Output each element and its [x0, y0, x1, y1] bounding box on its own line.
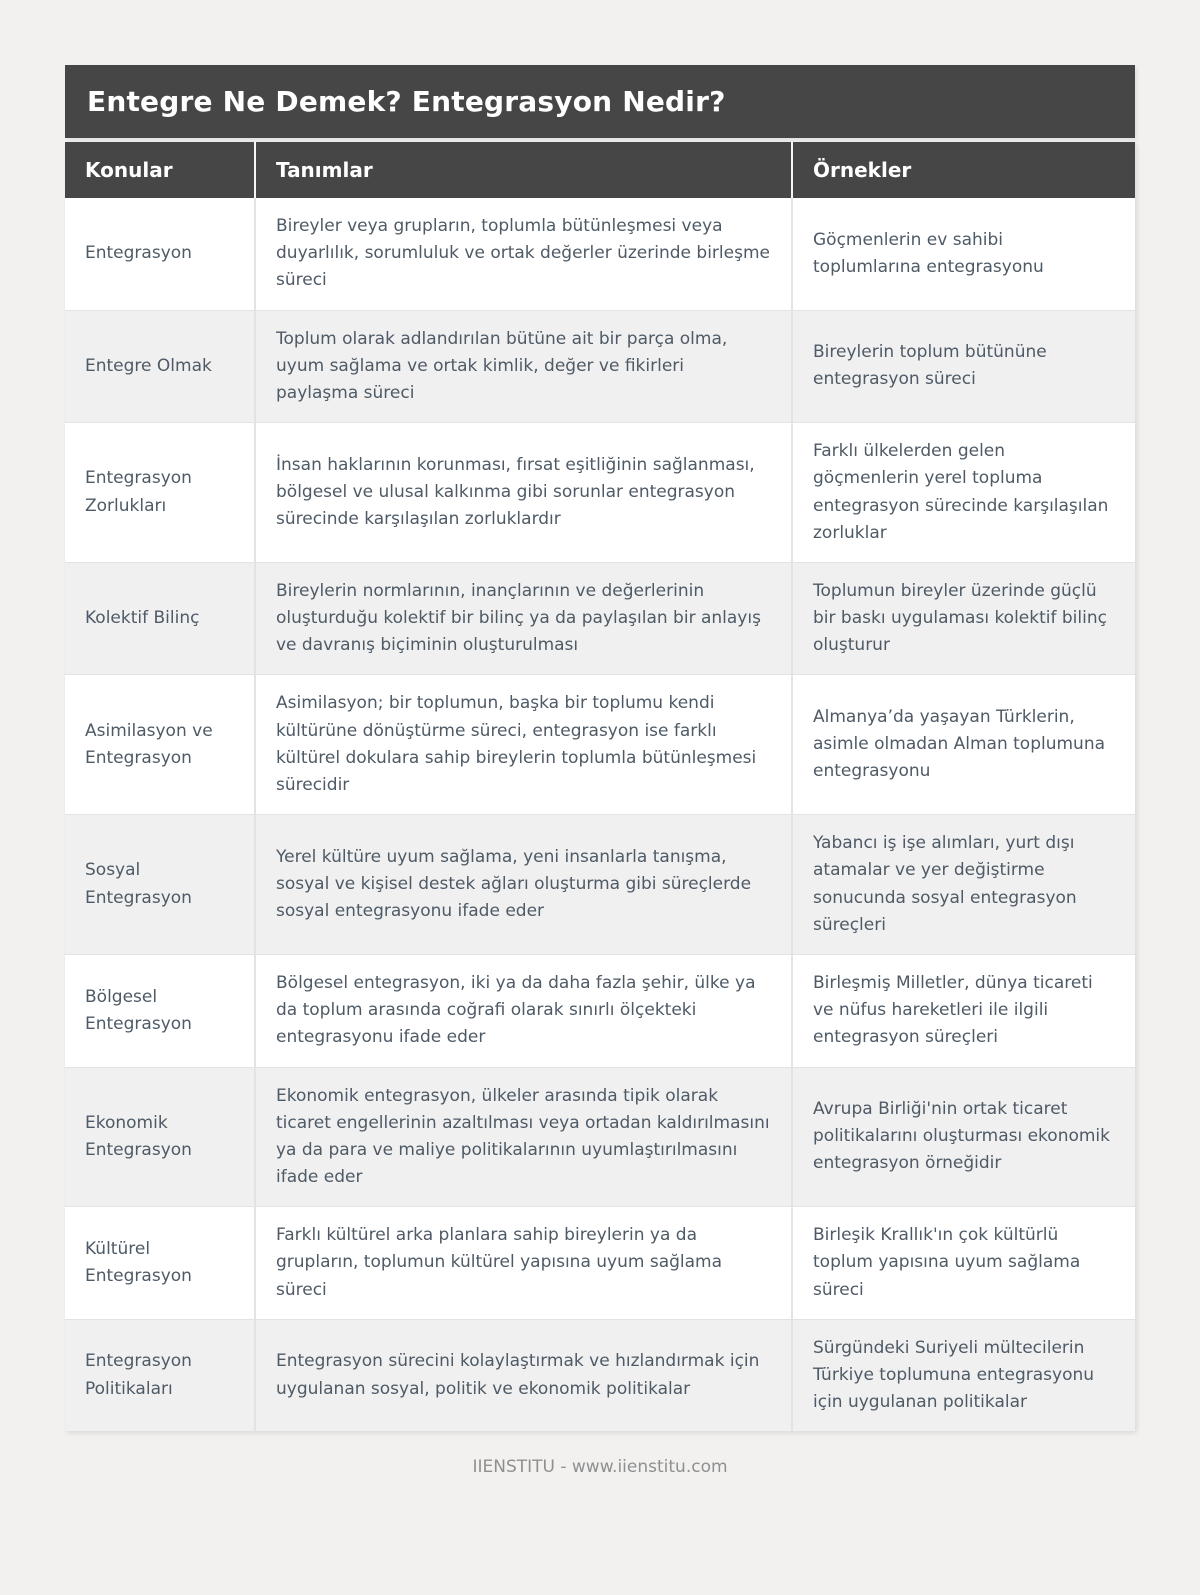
cell-example: Yabancı iş işe alımları, yurt dışı atamalar ve yer değiştirme sonucunda sosyal entegrasyon süreçleri [792, 815, 1135, 955]
cell-example: Birleşik Krallık'ın çok kültürlü toplum yapısına uyum sağlama süreci [792, 1207, 1135, 1320]
cell-definition: Ekonomik entegrasyon, ülkeler arasında tipik olarak ticaret engellerinin azaltılması veya ortadan kaldırılmasını ya da para ve maliye politikalarının uyumlaştırılmasını ifade eder [255, 1067, 792, 1207]
cell-definition: Bireyler veya grupların, toplumla bütünleşmesi veya duyarlılık, sorumluluk ve ortak değerler üzerinde birleşme süreci [255, 198, 792, 310]
cell-topic: Kolektif Bilinç [65, 562, 255, 675]
cell-definition: Farklı kültürel arka planlara sahip bireylerin ya da grupların, toplumun kültürel yapısına uyum sağlama süreci [255, 1207, 792, 1320]
content-card [65, 65, 1135, 1431]
cell-topic: Ekonomik Entegrasyon [65, 1067, 255, 1207]
table-row [65, 562, 1135, 675]
cell-topic: Entegrasyon Zorlukları [65, 423, 255, 563]
cell-definition: Asimilasyon; bir toplumun, başka bir toplumu kendi kültürüne dönüştürme süreci, entegrasyon ise farklı kültürel dokulara sahip bireylerin toplumla bütünleşmesi sürecidir [255, 675, 792, 815]
cell-topic: Bölgesel Entegrasyon [65, 954, 255, 1067]
definitions-table [65, 142, 1135, 1431]
table-header-row [65, 142, 1135, 198]
table-row [65, 423, 1135, 563]
cell-example: Bireylerin toplum bütününe entegrasyon süreci [792, 310, 1135, 423]
table-row [65, 954, 1135, 1067]
cell-example: Göçmenlerin ev sahibi toplumlarına entegrasyonu [792, 198, 1135, 310]
cell-definition: Toplum olarak adlandırılan bütüne ait bir parça olma, uyum sağlama ve ortak kimlik, değer ve fikirleri paylaşma süreci [255, 310, 792, 423]
page-title: Entegre Ne Demek? Entegrasyon Nedir? [87, 85, 726, 118]
cell-topic: Entegrasyon [65, 198, 255, 310]
table-row [65, 1319, 1135, 1431]
column-header-topics: Konular [65, 142, 255, 198]
table-row [65, 1207, 1135, 1320]
cell-example: Sürgündeki Suriyeli mültecilerin Türkiye toplumuna entegrasyonu için uygulanan politikalar [792, 1319, 1135, 1431]
table-header [65, 142, 1135, 198]
cell-definition: Bireylerin normlarının, inançlarının ve değerlerinin oluşturduğu kolektif bir bilinç ya da paylaşılan bir anlayış ve davranış biçiminin oluşturulması [255, 562, 792, 675]
table-row [65, 1067, 1135, 1207]
title-bar [65, 65, 1135, 138]
cell-topic: Kültürel Entegrasyon [65, 1207, 255, 1320]
cell-example: Birleşmiş Milletler, dünya ticareti ve nüfus hareketleri ile ilgili entegrasyon süreçleri [792, 954, 1135, 1067]
table-row [65, 675, 1135, 815]
cell-definition: İnsan haklarının korunması, fırsat eşitliğinin sağlanması, bölgesel ve ulusal kalkınma gibi sorunlar entegrasyon sürecinde karşılaşılan zorluklardır [255, 423, 792, 563]
table-body [65, 198, 1135, 1431]
column-header-examples: Örnekler [792, 142, 1135, 198]
cell-definition: Bölgesel entegrasyon, iki ya da daha fazla şehir, ülke ya da toplum arasında coğrafi olarak sınırlı ölçekteki entegrasyonu ifade eder [255, 954, 792, 1067]
cell-definition: Entegrasyon sürecini kolaylaştırmak ve hızlandırmak için uygulanan sosyal, politik ve ekonomik politikalar [255, 1319, 792, 1431]
cell-example: Almanya’da yaşayan Türklerin, asimle olmadan Alman toplumuna entegrasyonu [792, 675, 1135, 815]
cell-example: Avrupa Birliği'nin ortak ticaret politikalarını oluşturması ekonomik entegrasyon örneğidir [792, 1067, 1135, 1207]
cell-topic: Entegre Olmak [65, 310, 255, 423]
cell-definition: Yerel kültüre uyum sağlama, yeni insanlarla tanışma, sosyal ve kişisel destek ağları oluşturma gibi süreçlerde sosyal entegrasyonu ifade eder [255, 815, 792, 955]
cell-topic: Asimilasyon ve Entegrasyon [65, 675, 255, 815]
footer-text: IIENSTITU - www.iienstitu.com [472, 1457, 728, 1478]
table-row [65, 815, 1135, 955]
cell-example: Farklı ülkelerden gelen göçmenlerin yerel topluma entegrasyon sürecinde karşılaşılan zorluklar [792, 423, 1135, 563]
table-row [65, 310, 1135, 423]
column-header-definitions: Tanımlar [255, 142, 792, 198]
cell-topic: Sosyal Entegrasyon [65, 815, 255, 955]
cell-topic: Entegrasyon Politikaları [65, 1319, 255, 1431]
table-row [65, 198, 1135, 310]
cell-example: Toplumun bireyler üzerinde güçlü bir baskı uygulaması kolektif bilinç oluşturur [792, 562, 1135, 675]
